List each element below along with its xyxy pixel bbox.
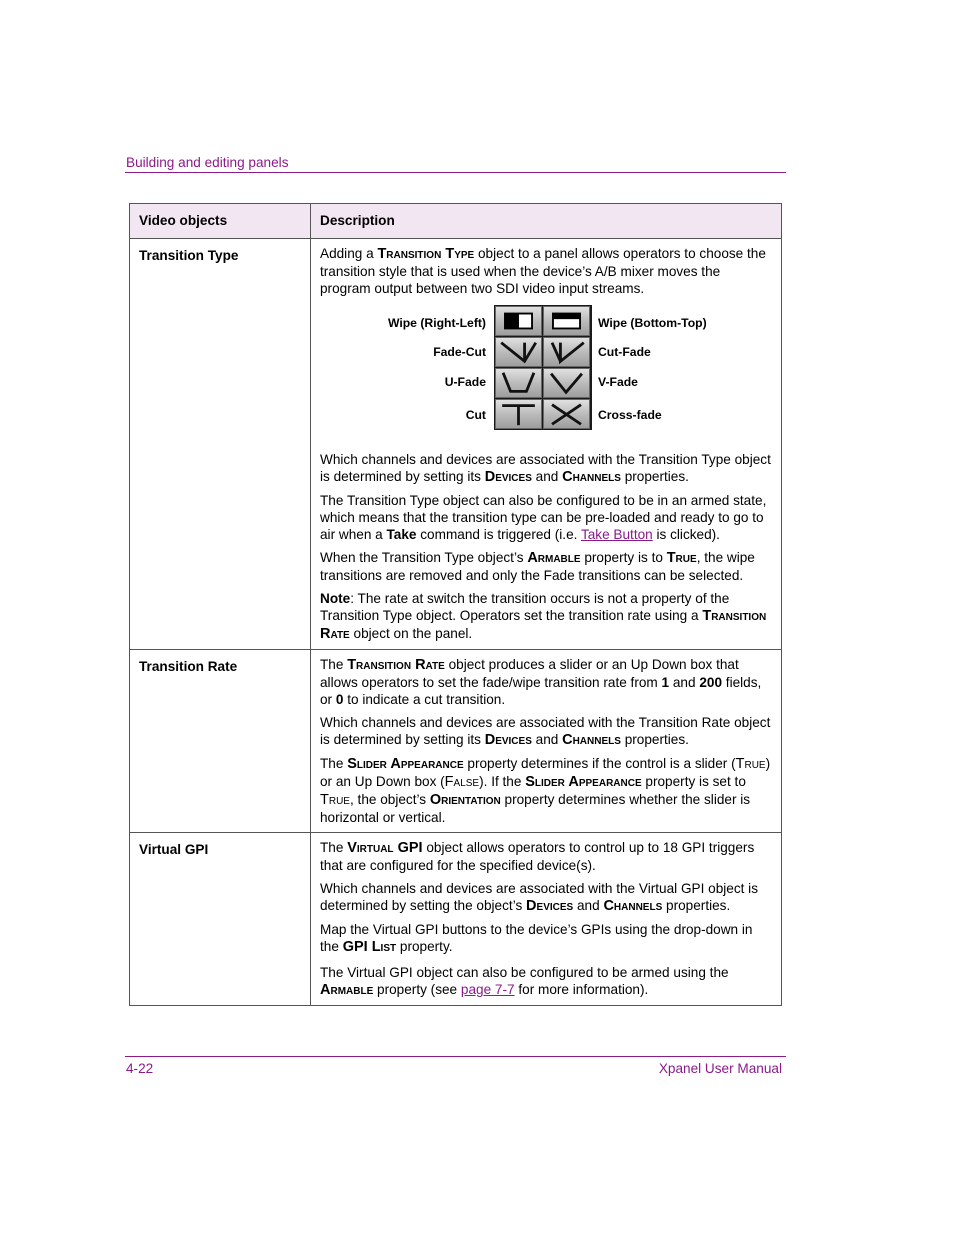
property-name: Channels xyxy=(562,469,621,485)
text: object on the panel. xyxy=(349,626,473,641)
column-header-description: Description xyxy=(311,204,782,239)
text: property (see xyxy=(373,982,461,997)
label-v-fade: V-Fade xyxy=(598,375,638,389)
property-name: Devices xyxy=(484,732,532,748)
page-number: 4-22 xyxy=(126,1061,154,1076)
text: property is to xyxy=(580,550,667,565)
text: Which channels and devices are associated with the Virtual GPI object is determined by setting the object’s xyxy=(320,881,759,913)
property-name: True xyxy=(666,550,697,566)
object-name-transition-rate: Transition Rate xyxy=(130,650,311,833)
paragraph xyxy=(320,755,772,826)
property-name: Transition Rate xyxy=(347,657,445,673)
text: command is triggered (i.e. xyxy=(416,527,581,542)
property-name: Armable xyxy=(527,550,581,566)
text: The Virtual GPI object can also be configured to be armed using the xyxy=(320,965,729,980)
paragraph xyxy=(320,451,772,486)
note-label: Note xyxy=(320,591,351,606)
property-name: Channels xyxy=(562,732,621,748)
text: and xyxy=(669,675,700,690)
label-fade-cut: Fade-Cut xyxy=(433,345,486,359)
property-value: True xyxy=(320,792,350,808)
property-name: Orientation xyxy=(429,792,501,808)
property-name: Devices xyxy=(526,898,574,914)
video-objects-table xyxy=(129,203,782,1006)
text: property. xyxy=(396,939,453,954)
take-button-link[interactable]: Take Button xyxy=(580,527,653,542)
text: property is set to xyxy=(641,774,746,789)
property-name: Virtual GPI xyxy=(347,840,423,856)
wipe-right-left-icon[interactable] xyxy=(495,306,542,336)
text: The xyxy=(320,756,348,771)
property-name: Slider Appearance xyxy=(525,774,642,790)
footer-rule xyxy=(125,1056,786,1057)
property-value: False xyxy=(444,774,480,790)
label-wipe-right-left: Wipe (Right-Left) xyxy=(387,316,486,330)
text: object produces a slider or an Up Down box that allows operators to set the fade/wipe transition rate from xyxy=(320,657,739,690)
object-name-virtual-gpi: Virtual GPI xyxy=(130,833,311,1006)
table-row xyxy=(130,833,782,1006)
transition-icon-grid xyxy=(494,305,592,430)
text: properties. xyxy=(620,732,689,747)
paragraph xyxy=(320,245,772,297)
column-header-video-objects: Video objects xyxy=(130,204,311,239)
description-virtual-gpi xyxy=(311,833,782,1006)
text: is clicked). xyxy=(652,527,720,542)
paragraph xyxy=(320,549,772,584)
manual-title: Xpanel User Manual xyxy=(658,1061,782,1076)
text: Adding a xyxy=(320,246,378,261)
label-cut: Cut xyxy=(465,408,486,422)
property-name: Transition Rate xyxy=(320,608,767,642)
text: The Transition Type object can also be configured to be in an armed state, which means that the transition type can be pre-loaded and ready to go to air when a xyxy=(320,493,767,542)
header-rule xyxy=(125,172,786,173)
table-row xyxy=(130,239,782,650)
paragraph xyxy=(320,880,772,915)
text: property determines whether the slider is horizontal or vertical. xyxy=(320,792,751,825)
text: Which channels and devices are associated with the Transition Type object is determined by setting its xyxy=(320,452,771,484)
text: and xyxy=(531,732,563,747)
paragraph xyxy=(320,714,772,749)
text: ). If the xyxy=(479,774,526,789)
label-wipe-bottom-top: Wipe (Bottom-Top) xyxy=(598,316,707,330)
label-cut-fade: Cut-Fade xyxy=(598,345,651,359)
text: and xyxy=(531,469,563,484)
paragraph xyxy=(320,656,772,708)
cross-fade-icon[interactable] xyxy=(543,399,590,429)
text: for more information). xyxy=(514,982,649,997)
text: When the Transition Type object’s xyxy=(320,550,528,565)
property-name: Slider Appearance xyxy=(347,756,464,772)
property-name: Transition Type xyxy=(377,246,475,262)
bold-text: 0 xyxy=(335,692,344,707)
description-transition-rate xyxy=(311,650,782,833)
bold-text: Take xyxy=(386,527,417,542)
paragraph xyxy=(320,921,772,956)
table-header-row xyxy=(130,204,782,239)
cut-icon[interactable] xyxy=(495,399,542,429)
running-header: Building and editing panels xyxy=(126,155,289,170)
text: The xyxy=(320,840,348,855)
text: , the wipe transitions are removed and only the Fade transitions can be selected. xyxy=(320,550,755,583)
text: The xyxy=(320,657,348,672)
label-u-fade: U-Fade xyxy=(444,375,486,389)
bold-text: 200 xyxy=(699,675,723,690)
fade-cut-icon[interactable] xyxy=(495,337,542,367)
property-name: Armable xyxy=(320,982,374,998)
text: property determines if the control is a slider ( xyxy=(463,756,736,771)
note-paragraph xyxy=(320,590,772,643)
paragraph xyxy=(320,839,772,874)
text: properties. xyxy=(620,469,689,484)
text: ) or an Up Down box ( xyxy=(320,756,771,789)
text: object to a panel allows operators to choose the transition style that is used when the device’s A/B mixer moves the program output between two SDI video input streams. xyxy=(320,246,766,296)
object-name-transition-type: Transition Type xyxy=(130,239,311,650)
table-row xyxy=(130,650,782,833)
u-fade-icon[interactable] xyxy=(495,368,542,398)
text: Which channels and devices are associated with the Transition Rate object is determined by setting its xyxy=(320,715,771,747)
property-name: Devices xyxy=(484,469,532,485)
text: Map the Virtual GPI buttons to the device’s GPIs using the drop-down in the xyxy=(320,922,753,954)
v-fade-icon[interactable] xyxy=(543,368,590,398)
text: , the object’s xyxy=(349,792,430,807)
property-name: GPI List xyxy=(342,939,397,955)
transition-type-figure xyxy=(320,305,772,441)
paragraph xyxy=(320,492,772,543)
bold-text: 1 xyxy=(661,675,670,690)
text: properties. xyxy=(662,898,731,913)
text: fields, or xyxy=(320,675,762,707)
cut-fade-icon[interactable] xyxy=(543,337,590,367)
label-cross-fade: Cross-fade xyxy=(598,408,662,422)
text: object allows operators to control up to 18 GPI triggers that are configured for the specified device(s). xyxy=(320,840,755,873)
text: to indicate a cut transition. xyxy=(343,692,506,707)
paragraph xyxy=(320,964,772,999)
page-reference-link[interactable]: page 7-7 xyxy=(460,982,515,997)
property-name: Channels xyxy=(603,898,663,914)
text: : The rate at switch the transition occurs is not a property of the Transition Type object. Operators set the transition rate using a xyxy=(320,591,730,623)
text: and xyxy=(573,898,604,913)
description-transition-type xyxy=(311,239,782,650)
wipe-bottom-top-icon[interactable] xyxy=(543,306,590,336)
property-value: True xyxy=(735,756,766,772)
